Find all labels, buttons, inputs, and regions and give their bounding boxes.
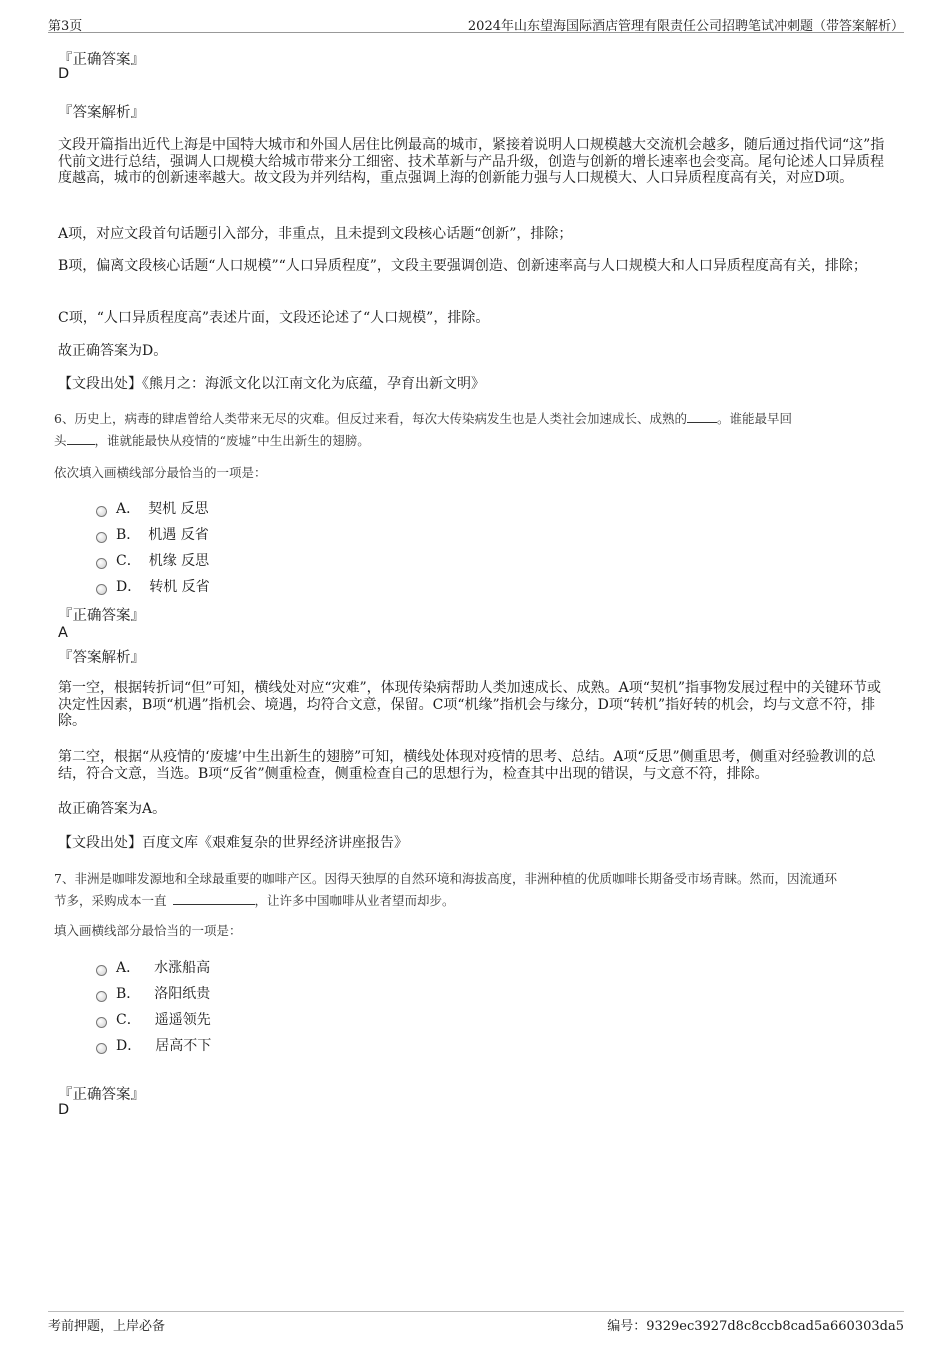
blank-line bbox=[173, 890, 255, 905]
option-letter: C． bbox=[116, 1012, 141, 1028]
stem-text: 。谁能最早回 bbox=[716, 411, 792, 426]
blank-line bbox=[687, 408, 717, 423]
analysis-paragraph: 文段开篇指出近代上海是中国特大城市和外国人居住比例最高的城市，紧接着说明人口规模越大交流机会越多，随后通过指代词“这”指代前文进行总结，强调人口规模大给城市带来分工细密、技术革新与产品升级，创造与创新的增长速率也会变高。尾句论述人口异质程度越高，城市的创新速率越大。故文段为并列结构，重点强调上海的创新能力强与人口规模大、人口异质程度高有关，对应D项。 bbox=[58, 137, 885, 187]
answer-label: 『正确答案』 bbox=[58, 52, 145, 68]
option-letter: A． bbox=[116, 960, 141, 976]
option-text: 契机 反思 bbox=[148, 501, 209, 517]
radio-icon[interactable] bbox=[96, 532, 107, 543]
analysis-paragraph: 第一空，根据转折词“但”可知，横线处对应“灾难”，体现传染病帮助人类加速成长、成熟。A项“契机”指事物发展过程中的关键环节或决定性因素，B项“机遇”指机会、境遇，均符合文意，保留。C项“机缘”指机会与缘分，D项“转机”指好转的机会，均与文意不符，排除。 bbox=[58, 680, 882, 730]
option-text: 遥遥领先 bbox=[154, 1012, 211, 1028]
option-text: 转机 反省 bbox=[149, 579, 210, 595]
document-code: 编号：9329ec3927d8c8ccb8cad5a660303da5 bbox=[607, 1319, 904, 1334]
question-prompt: 填入画横线部分最恰当的一项是： bbox=[54, 923, 242, 938]
radio-icon[interactable] bbox=[96, 991, 107, 1002]
analysis-paragraph: C项，“人口异质程度高”表述片面，文段还论述了“人口规模”，排除。 bbox=[58, 310, 490, 326]
source-citation: 【文段出处】百度文库《艰难复杂的世界经济讲座报告》 bbox=[58, 835, 408, 851]
stem-text: ，谁就能最快从疫情的“废墟”中生出新生的翅膀。 bbox=[94, 433, 370, 448]
option-letter: C． bbox=[116, 553, 141, 569]
answer-label: 『正确答案』 bbox=[58, 608, 145, 624]
answer-value: A bbox=[58, 625, 68, 641]
radio-icon[interactable] bbox=[96, 584, 107, 595]
analysis-conclusion: 故正确答案为A。 bbox=[58, 801, 167, 817]
radio-icon[interactable] bbox=[96, 1017, 107, 1028]
option-c[interactable] bbox=[96, 550, 210, 570]
radio-icon[interactable] bbox=[96, 965, 107, 976]
option-b[interactable] bbox=[96, 983, 211, 1003]
option-list bbox=[96, 957, 211, 1055]
option-a[interactable] bbox=[96, 957, 211, 977]
question-stem bbox=[54, 408, 894, 452]
option-a[interactable] bbox=[96, 498, 210, 518]
option-letter: A． bbox=[116, 501, 141, 517]
page-number: 第3页 bbox=[48, 19, 83, 34]
radio-icon[interactable] bbox=[96, 506, 107, 517]
page-footer bbox=[48, 1311, 904, 1334]
option-text: 水涨船高 bbox=[154, 960, 211, 976]
document-title: 2024年山东望海国际酒店管理有限责任公司招聘笔试冲刺题（带答案解析） bbox=[467, 19, 904, 34]
option-text: 洛阳纸贵 bbox=[154, 986, 211, 1002]
option-letter: D． bbox=[116, 579, 142, 595]
analysis-label: 『答案解析』 bbox=[58, 650, 145, 666]
stem-text: 7、非洲是咖啡发源地和全球最重要的咖啡产区。因得天独厚的自然环境和海拔高度，非洲种植的优质咖啡长期备受市场青睐。然而，因流通环 bbox=[54, 871, 837, 886]
option-text: 机遇 反省 bbox=[148, 527, 209, 543]
answer-value: D bbox=[58, 66, 70, 82]
option-text: 机缘 反思 bbox=[148, 553, 210, 569]
answer-value: D bbox=[58, 1102, 70, 1118]
option-d[interactable] bbox=[96, 1035, 211, 1055]
question-prompt: 依次填入画横线部分最恰当的一项是： bbox=[54, 465, 267, 480]
stem-text: ，让许多中国咖啡从业者望而却步。 bbox=[254, 893, 455, 908]
analysis-paragraph: A项，对应文段首句话题引入部分，非重点，且未提到文段核心话题“创新”，排除； bbox=[58, 226, 573, 242]
option-b[interactable] bbox=[96, 524, 210, 544]
option-letter: D． bbox=[116, 1038, 142, 1054]
footer-slogan: 考前押题，上岸必备 bbox=[48, 1319, 166, 1334]
option-text: 居高不下 bbox=[155, 1038, 212, 1054]
analysis-conclusion: 故正确答案为D。 bbox=[58, 343, 168, 359]
radio-icon[interactable] bbox=[96, 558, 107, 569]
stem-text: 头 bbox=[54, 433, 67, 448]
analysis-label: 『答案解析』 bbox=[58, 105, 145, 121]
analysis-paragraph: B项，偏离文段核心话题“人口规模”“人口异质程度”，文段主要强调创造、创新速率高与人口规模大和人口异质程度高有关，排除； bbox=[58, 258, 867, 274]
option-letter: B． bbox=[116, 986, 141, 1002]
answer-label: 『正确答案』 bbox=[58, 1087, 145, 1103]
page-header bbox=[48, 12, 904, 33]
radio-icon[interactable] bbox=[96, 1043, 107, 1054]
stem-text: 6、历史上，病毒的肆虐曾给人类带来无尽的灾难。但反过来看，每次大传染病发生也是人类社会加速成长、成熟的 bbox=[54, 411, 687, 426]
analysis-paragraph: 第二空，根据“从疫情的‘废墟’中生出新生的翅膀”可知，横线处体现对疫情的思考、总结。A项“反思”侧重思考，侧重对经验教训的总结，符合文意，当选。B项“反省”侧重检查，侧重检查自己的思想行为，检查其中出现的错误，与文意不符，排除。 bbox=[58, 749, 876, 782]
source-citation: 【文段出处】《熊月之：海派文化以江南文化为底蕴，孕育出新文明》 bbox=[58, 376, 485, 392]
option-c[interactable] bbox=[96, 1009, 211, 1029]
stem-text: 节多，采购成本一直 bbox=[54, 893, 167, 908]
option-letter: B． bbox=[116, 527, 141, 543]
option-list bbox=[96, 498, 210, 596]
blank-line bbox=[67, 430, 95, 445]
question-stem bbox=[54, 868, 894, 912]
option-d[interactable] bbox=[96, 576, 210, 596]
